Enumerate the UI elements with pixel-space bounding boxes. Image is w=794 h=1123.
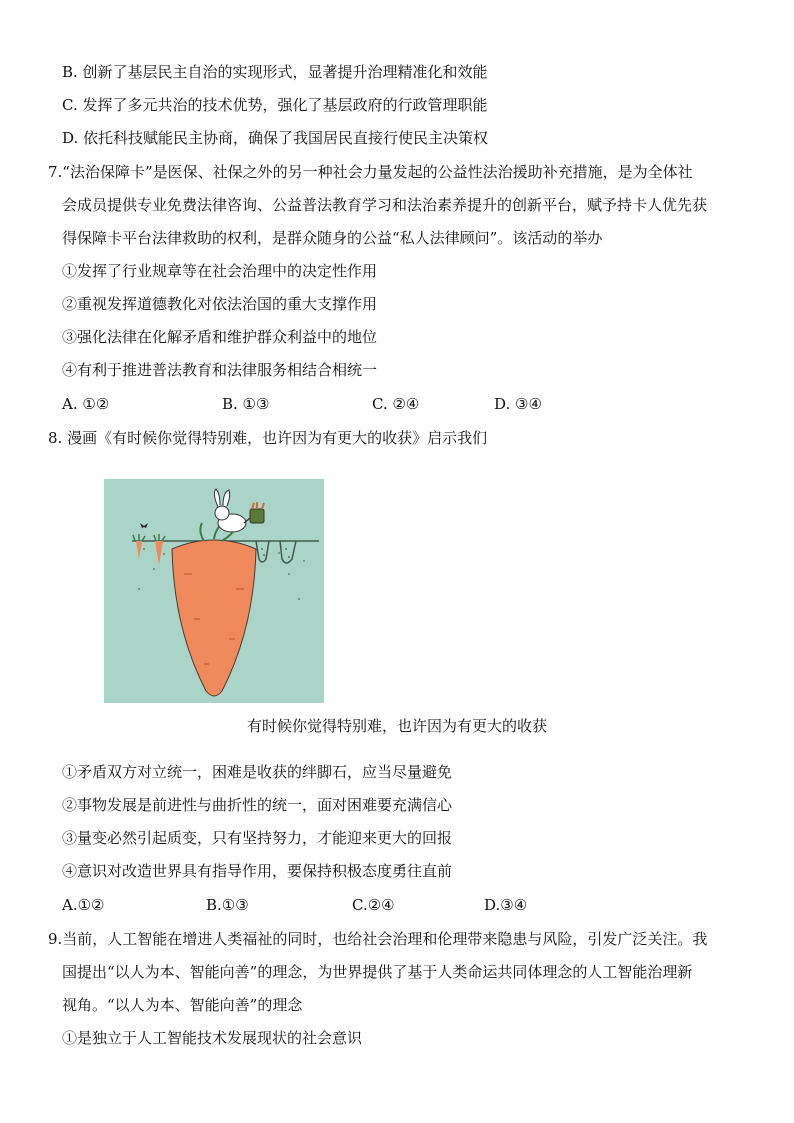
q7-stem-line-2: 会成员提供专业免费法律咨询、公益普法教育学习和法治素养提升的创新平台，赋予持卡人优先获 — [62, 196, 708, 214]
q7-stem-line-3: 得保障卡平台法律救助的权利，是群众随身的公益“私人法律顾问”。该活动的举办 — [62, 229, 603, 247]
q8-choice-d: D.③④ — [484, 896, 528, 914]
q9-stem-line-2: 国提出“以人为本、智能向善”的理念，为世界提供了基于人类命运共同体理念的人工智能治理新 — [62, 963, 693, 981]
q8-stem: 8. 漫画《有时候你觉得特别难，也许因为有更大的收获》启示我们 — [48, 429, 488, 447]
q9-stem-line-1: 9.当前，人工智能在增进人类福祉的同时，也给社会治理和伦理带来隐患与风险，引发广泛关注。我 — [48, 930, 708, 948]
q6-option-c: C. 发挥了多元共治的技术优势，强化了基层政府的行政管理职能 — [62, 96, 488, 114]
cartoon-caption: 有时候你觉得特别难，也许因为有更大的收获 — [246, 717, 547, 735]
carrot-cartoon-drawing — [104, 479, 324, 703]
q7-statement-2: ②重视发挥道德教化对依法治国的重大支撑作用 — [62, 295, 378, 313]
q8-statement-2: ②事物发展是前进性与曲折性的统一，面对困难要充满信心 — [62, 796, 453, 814]
q7-choice-a: A. ①② — [62, 395, 110, 413]
q8-statement-1: ①矛盾双方对立统一，困难是收获的绊脚石，应当尽量避免 — [62, 763, 453, 781]
q7-choice-d: D. ③④ — [494, 395, 542, 413]
q7-statement-3: ③强化法律在化解矛盾和维护群众利益中的地位 — [62, 328, 378, 346]
q7-stem-line-1: 7.“法治保障卡”是医保、社保之外的另一种社会力量发起的公益性法治援助补充措施，是为全体社 — [48, 163, 693, 181]
q8-choice-c: C.②④ — [352, 896, 395, 914]
q7-choice-c: C. ②④ — [372, 395, 420, 413]
carrot-cartoon — [104, 479, 324, 703]
q7-statement-1: ①发挥了行业规章等在社会治理中的决定性作用 — [62, 262, 378, 280]
q6-option-d: D. 依托科技赋能民主协商，确保了我国居民直接行使民主决策权 — [62, 129, 489, 147]
q7-choice-b: B. ①③ — [222, 395, 270, 413]
q7-choices — [0, 394, 794, 414]
q7-statement-4: ④有利于推进普法教育和法律服务相结合相统一 — [62, 361, 378, 379]
q6-option-b: B. 创新了基层民主自治的实现形式，显著提升治理精准化和效能 — [62, 63, 488, 81]
q9-statement-1: ①是独立于人工智能技术发展现状的社会意识 — [62, 1029, 363, 1047]
q9-stem-line-3: 视角。“以人为本、智能向善”的理念 — [62, 996, 303, 1014]
q8-statement-4: ④意识对改造世界具有指导作用，要保持积极态度勇往直前 — [62, 862, 453, 880]
q8-choice-a: A.①② — [62, 896, 105, 914]
q8-statement-3: ③量变必然引起质变，只有坚持努力，才能迎来更大的回报 — [62, 829, 453, 847]
q8-choice-b: B.①③ — [206, 896, 249, 914]
q8-choices — [0, 895, 794, 915]
